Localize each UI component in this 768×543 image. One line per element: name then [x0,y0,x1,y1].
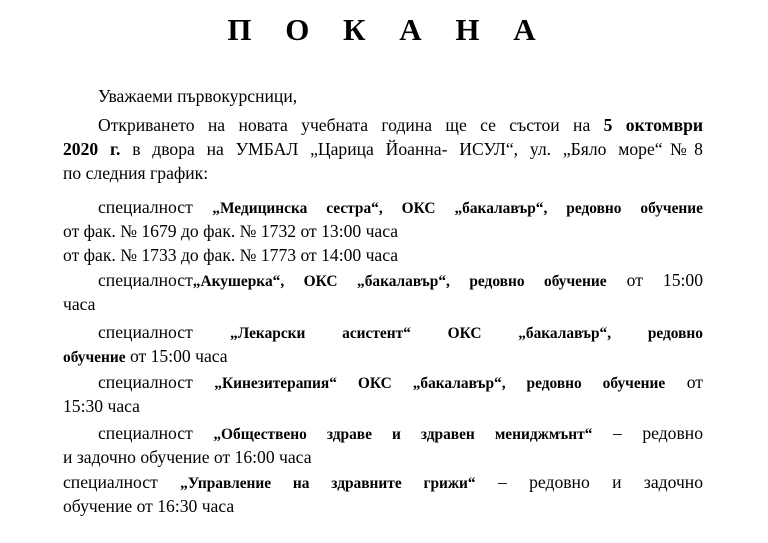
specialty-medical-assistant [98,320,703,346]
medical-assistant-cont [63,344,703,370]
specialty-mode: – редовно и задочно [475,472,704,492]
specialty-public-health [98,421,703,447]
opening-date: 5 октомври [603,115,703,135]
specialty-mode: – редовно [592,423,703,443]
specialty-kinesitherapy [98,370,703,396]
opening-year: 2020 г. [63,139,121,159]
intro-line-3: по следния график: [63,163,209,183]
specialty-name: „Обществено здраве и здравен мениджмънт“ [213,426,593,443]
kinesitherapy-time-cont: 15:30 часа [63,396,140,416]
intro-text: Откриването на новата учебната година ще се състои на [98,115,604,135]
specialty-time: от 15:00 [606,270,703,290]
specialty-name: „Медицинска сестра“, ОКС „бакалавър“, редовно обучение [212,200,703,217]
specialty-time: от 15:00 часа [125,346,228,366]
venue-address: в двора на УМБАЛ „Царица Йоанна- ИСУЛ“, ул. „Бяло море“№8 [120,139,703,159]
nursing-group-2: от фак. № 1733 до фак. № 1773 от 14:00 часа [63,245,399,265]
specialty-name: „Лекарски асистент“ ОКС „бакалавър“, редовно [230,325,703,342]
specialty-name: „Управление на здравните грижи“ [180,475,476,492]
intro-line-1 [98,113,703,137]
intro-line-2 [63,137,703,161]
specialty-prefix: специалност [98,322,231,342]
nursing-group-1: от фак. № 1679 до фак. № 1732 от 13:00 часа [63,221,399,241]
specialty-prefix: специалност [63,472,181,492]
specialty-prefix: специалност [98,197,213,217]
public-health-cont: и задочно обучение от 16:00 часа [63,447,312,467]
specialty-prefix: специалност [98,372,215,392]
document-title: П О К А Н А [227,12,549,47]
midwife-time-cont: часа [63,294,96,314]
specialty-time: от [665,372,703,392]
specialty-name: „Акушерка“, ОКС „бакалавър“, редовно обучение [192,273,607,290]
specialty-prefix: специалност [98,423,214,443]
specialty-name: „Кинезитерапия“ ОКС „бакалавър“, редовно обучение [214,375,666,392]
specialty-midwife [98,268,703,294]
greeting: Уважаеми първокурсници, [98,86,298,106]
healthcare-management-cont: обучение от 16:30 часа [63,496,235,516]
specialty-prefix: специалност [98,270,193,290]
specialty-name-cont: обучение [63,349,126,366]
specialty-healthcare-management [63,470,703,496]
specialty-nursing [98,195,703,221]
